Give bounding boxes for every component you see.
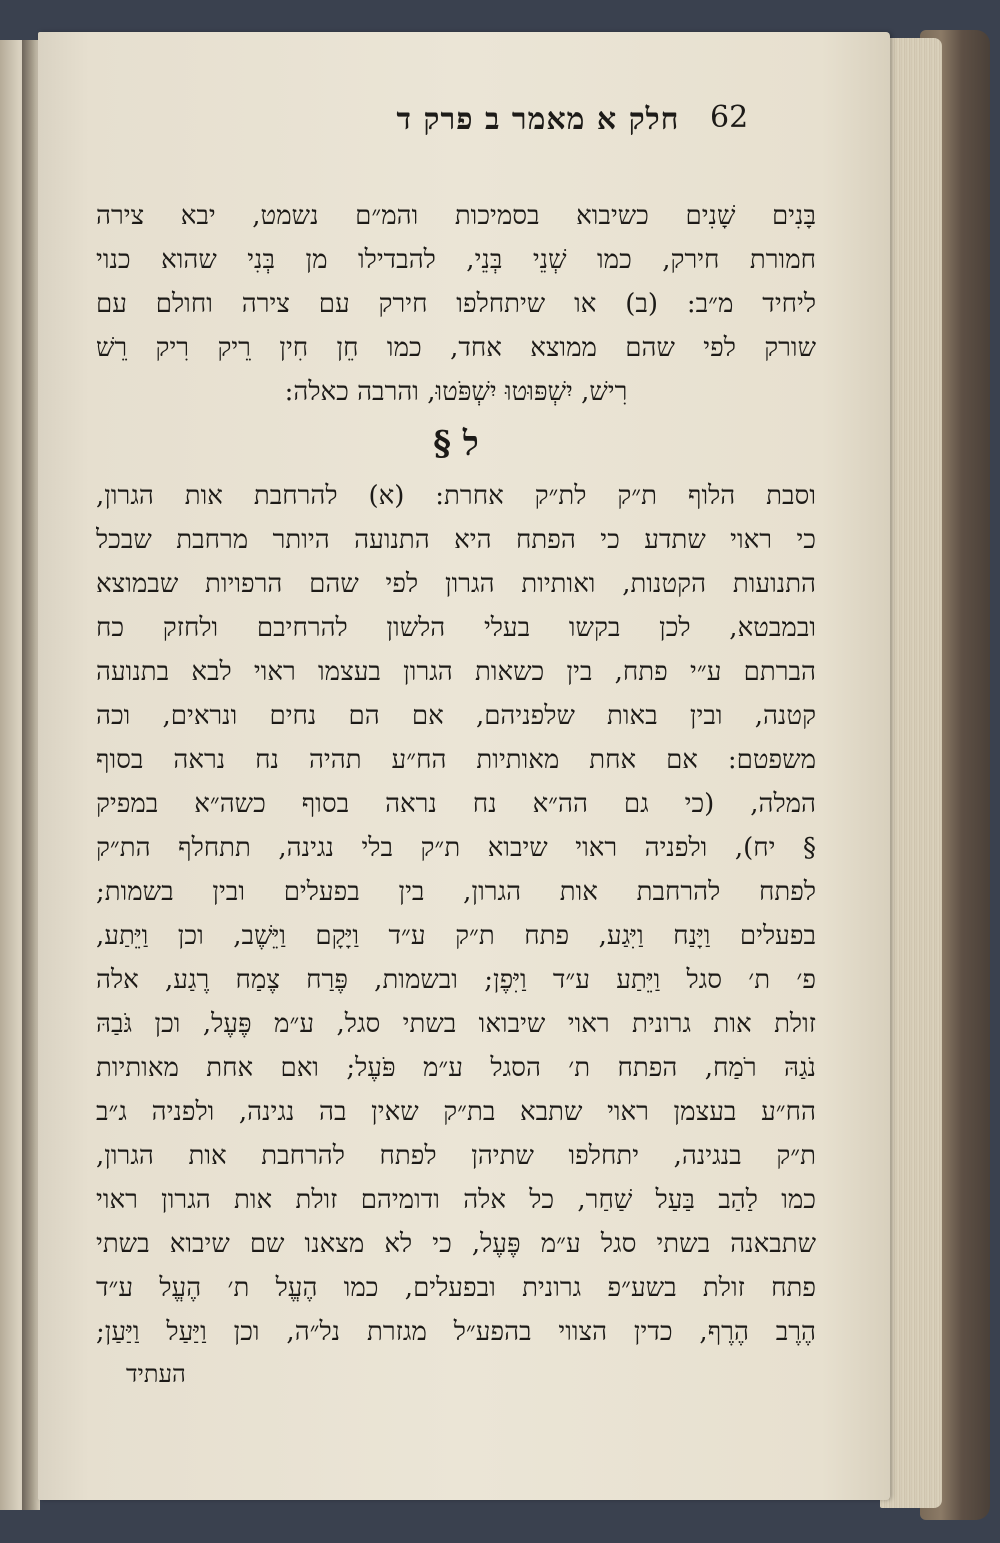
book-page (38, 32, 890, 1500)
text-line: נֹגַהּ רֹמַח, הפתח ת׳ הסגל ע״מ פֹּעֶל; ואם אחת מאותיות (96, 1053, 816, 1083)
text-line: כמו לַהַב בַּעַל שַׁחַר, כל אלה ודומיהם זולת אות הגרון ראוי (96, 1185, 816, 1215)
main-paragraph (96, 474, 816, 1394)
text-line: זולת אות גרונית ראוי שיבואו בשתי סגל, ע״מ פֶּעֶל, וכן גֹּבַהּ (96, 1009, 816, 1039)
text-line: רִישׁ, יִשְׁפּוּטוּ יִשְׁפֹּטוּ, והרבה כאלה: (284, 377, 628, 407)
text-line: שורק לפי שהם ממוצא אחד, כמו חֵן חִין רֵיק רִיק רֵשׁ (96, 333, 816, 363)
text-line: פ׳ ת׳ סגל וַיֵּתַע ע״ד וַיִּפֶן; ובשמות, פֶּרַח צֶמַח רֶגַע, אלה (96, 965, 816, 995)
text-line: התנועות הקטנות, ואותיות הגרון לפי שהם הרפויות שבמוצא (96, 569, 816, 599)
text-line: חמורת חירק, כמו שְׁנֵי בְּנֵי, להבדילו מן בְּנִי שהוא כנוי (96, 245, 816, 275)
top-paragraph (96, 194, 816, 474)
text-line: הברתם ע״י פתח, בין כשאות הגרון בעצמו ראוי לבא בתנועה (96, 657, 816, 687)
text-line: ליחיד מ״ב: (ב) או שיתחלפו חירק עם צירה וחולם עם (96, 289, 816, 319)
page-number: 62 (710, 100, 749, 135)
text-line: ובמבטא, לכן בקשו בעלי הלשון להרחיבם ולחזק כח (96, 613, 816, 643)
text-line: קטנה, ובין באות שלפניהם, אם הם נחים ונראים, וכה (96, 701, 816, 731)
catchword: העתיד (126, 1360, 186, 1388)
text-line: בָּנִים שָׁנִים כשיבוא בסמיכות והמ״ם נשמט, יבא צירה (96, 201, 816, 231)
running-head: חלק א מאמר ב פרק ד (396, 102, 680, 137)
text-line: וסבת הלוף ת״ק לת״ק אחרת: (א) להרחבת אות הגרון, (96, 481, 816, 511)
text-line: שתבאנה בשתי סגל ע״מ פֶּעֶל, כי לא מצאנו שם שיבוא בשתי (96, 1229, 816, 1259)
text-line: בפעלים וַיָּנַח וַיִּגַע, פתח ת״ק ע״ד וַיָּקָם וַיֵּשֶׁב, וכן וַיֵּתַע, (96, 921, 816, 951)
text-line: לפתח להרחבת אות הגרון, בין בפעלים ובין בשמות; (96, 877, 816, 907)
section-mark: § ל (433, 424, 479, 464)
text-line: פתח זולת בשע״פ גרונית ובפעלים, כמו הֶעֱל ת׳ הֶעֱל ע״ד (96, 1273, 816, 1303)
text-line: המלה, (כי גם הה״א נח נראה בסוף כשה״א במפיק (96, 789, 816, 819)
text-line: § יח), ולפניה ראוי שיבוא ת״ק בלי נגינה, תתחלף הת״ק (96, 833, 816, 863)
text-line: כי ראוי שתדע כי הפתח היא התנועה היותר מרחבת שבכל (96, 525, 816, 555)
text-line: הֶרֶב הֶרֶף, כדין הצווי בהפע״ל מגזרת נל״ה, וכן וַיַּעַל וַיַּעַן; (96, 1317, 816, 1347)
text-line: הח״ע בעצמן ראוי שתבא בת״ק שאין בה נגינה, ולפניה ג״ב (96, 1097, 816, 1127)
text-line: משפטם: אם אחת מאותיות הח״ע תהיה נח נראה בסוף (96, 745, 816, 775)
text-line: ת״ק בנגינה, יתחלפו שתיהן לפתח להרחבת אות הגרון, (96, 1141, 816, 1171)
